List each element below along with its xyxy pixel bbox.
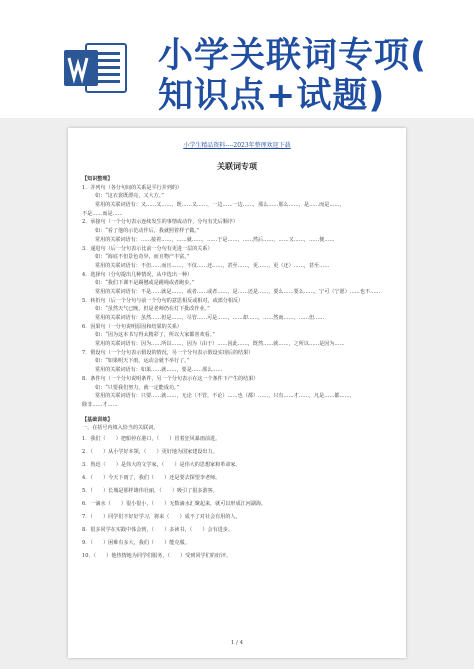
text-line: 如：“我们下课不是踢毽或是跳绳或者跑步。” [95, 280, 195, 287]
text-line: 常用的关联词语有：虽然……但是……，尽管……可是……，……却……，……然而……，……但…… [95, 315, 325, 321]
top-link[interactable]: 小学生精品资料----2023年整理欢迎下载 [183, 142, 291, 149]
header-banner [0, 0, 474, 118]
text-line: 常用的关联词语有：只要……就……，无论（不管，不论）……也（都）……，只有……才……，凡是……都……， [95, 393, 355, 400]
text-line: 如：“如果明天下雨，运动会就不举行了。” [95, 358, 190, 365]
exercise-line: 4．（ ）今天下雨了，我们（ ）还是要去探望李老师。 [82, 474, 221, 481]
exercise-line: 6．一滴水（ ）很小很小，（ ）无数滴水汇聚起来，就可以形成江河湖海。 [82, 500, 267, 507]
text-line: 除非……才…… [82, 401, 118, 408]
text-line: 常用的关联词语有：不但……而且……，不仅……还……，甚至……，更……，更（还）……，甚至…… [95, 262, 330, 269]
text-line: 不是……而是…… [82, 210, 123, 217]
text-line: 2．承接句（一个分句表示连续发生的事情或动作，分句有先后顺序） [82, 219, 239, 226]
text-line: 4．选择句（分句提出几种情况，从中选出一种） [82, 271, 193, 278]
exercise-line: 1．我们（ ）把船停在港口，（ ）冒着狂风暴雨前进。 [82, 435, 221, 442]
exercise-line: 7．（ ）同学们不好好学习，将来（ ）成不了对社会有用的人。 [82, 513, 241, 520]
text-line: 5．转折句（后一个分句与前一个分句的意思相反或相对，或部分相反） [82, 297, 244, 304]
text-line: 一、在括号内填入恰当的关联词。 [82, 425, 159, 432]
text-line: 3．递进句（后一分句表示比前一分句有更进一层的关系） [82, 245, 213, 252]
word-document-icon [64, 40, 128, 96]
section-heading: 【知识整理】 [82, 176, 113, 182]
document-page [68, 128, 406, 658]
document-body [82, 175, 394, 563]
text-line: 如：“只要我们努力，就一定能成功。” [95, 384, 180, 391]
text-line: 常用的关联词语有：因为……所以……，因为（由于）……因此……，既然……就……，之所以……是因为…… [95, 341, 345, 348]
text-line: 7．假设句（一个分句表示假设的情况，另一个分句表示假设实现后的结果） [82, 349, 254, 356]
text-line: 常用的关联词语有：……接着……，……就……，……于是……，……然后……，……又……，……便…… [95, 236, 335, 243]
document-title: 关联词专项 [217, 161, 257, 171]
page-title-line-1: 小学关联词专项( [158, 36, 427, 76]
exercise-line: 5．（ ）长城是那样雄伟壮丽，（ ）吸引了很多游客。 [82, 487, 218, 494]
exercise-line: 10．（ ）他热情地为同学们服务，（ ）受到同学们的好评。 [82, 552, 232, 559]
text-line: 如：“这衣裳既漂亮，又大方。” [95, 193, 164, 200]
exercise-line: 9．（ ）困难有多大，我们（ ）能克服。 [82, 539, 190, 546]
text-line: 常用的关联词语有：又……又……，既……又……，一边……一边……，那么……那么……，是……而是……， [95, 202, 345, 209]
text-line: 6．因果句（一分句说明原因和结果的关系） [82, 323, 183, 330]
exercise-line: 8．很多同学在实践中体会到，（ ）多读书，（ ）会有进步。 [82, 526, 233, 533]
exercise-line: 2．（ ）从小学好本领，（ ）更好地为国家建设出力。 [82, 448, 218, 455]
text-line: 1．并列句（各分句间的关系是平行并列的） [82, 184, 183, 191]
text-line: 如：“因为这本书写得太精彩了，所以大家都喜欢看。” [95, 332, 215, 339]
text-line: 如：“海底不但景色奇异，而且物产丰富。” [95, 254, 190, 261]
page-number: 1 / 4 [230, 640, 244, 646]
page-title-line-2: 知识点+试题) [158, 76, 386, 116]
text-line: 常用的关联词语有：不是……就是……，或者……或者……，是……还是……，要么……要么……，宁可（宁愿）……也不…… [95, 288, 381, 295]
section-heading: 【基础训练】 [82, 416, 113, 423]
text-line: 8．条件句（一个分句说明条件，另一个分句表示在这一个条件下产生的结果） [82, 375, 259, 382]
exercise-line: 3．鲁迅（ ）是伟大的文学家，（ ）是伟大的思想家和革命家。 [82, 461, 241, 468]
text-line: 常用的关联词语有：如果……就……，要是……那么…… [95, 367, 223, 374]
text-line: 如：“看了他的示范动作后，我就照着样子做。” [95, 228, 200, 235]
text-line: 如：“虽然天气已晚，但是老师仍在灯下批改作业。” [95, 306, 210, 313]
